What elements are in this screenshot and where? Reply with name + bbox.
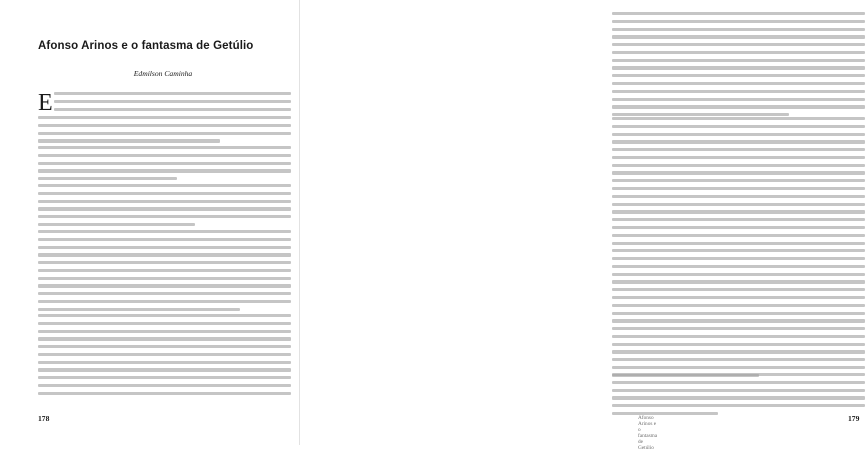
running-head: Afonso Arinos e o fantasma de Getúlio (638, 415, 658, 451)
paragraph-lines (38, 146, 291, 180)
paragraph-lines (612, 117, 865, 377)
paragraph-lines (612, 12, 865, 116)
paragraph-lines (38, 116, 291, 143)
author-name: Edmilson Caminha (133, 69, 193, 78)
page-number-left: 178 (38, 414, 50, 423)
paragraph-lines (38, 314, 291, 395)
paragraph-lines (54, 92, 291, 111)
right-page (300, 0, 860, 451)
essay-title: Afonso Arinos e o fantasma de Getúlio (38, 40, 254, 52)
paragraph-lines (38, 230, 291, 311)
left-page (0, 0, 300, 445)
paragraph-lines (38, 184, 291, 226)
paragraph-lines (612, 373, 865, 415)
drop-cap: E (38, 90, 53, 116)
page-number-right: 179 (848, 414, 860, 423)
